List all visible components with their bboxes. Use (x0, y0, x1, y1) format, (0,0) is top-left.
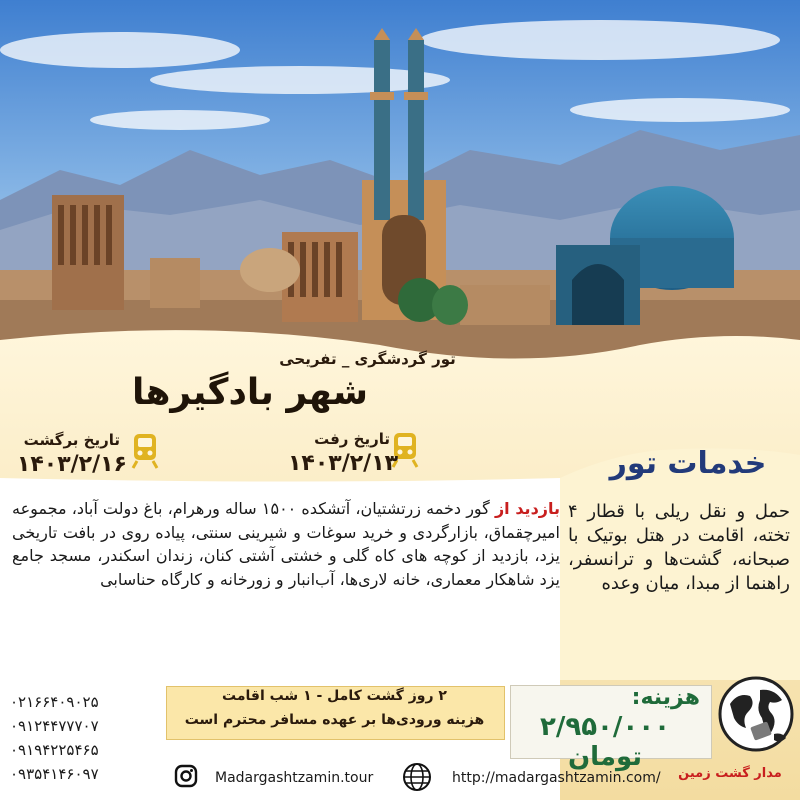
phone-list (10, 690, 160, 786)
website-link[interactable]: http://madargashtzamin.com/ (452, 770, 661, 786)
instagram-handle[interactable]: Madargashtzamin.tour (215, 770, 374, 786)
world-map-logo (716, 674, 796, 764)
itinerary-text: گور دخمه زرتشتیان، آتشکده ۱۵۰۰ ساله ورهرام، باغ دولت آباد، مجموعه امیرچقماق، بازارگردی و خرید سوغات و شیرینی سنتی، پیاده روی در بافت تاریخی یزد، بازدید از کوچه های کاه گلی و خشتی آشتی کنان، زندان اسکندر، مسجد جامع یزد شاهکار معماری، خانه لاری‌ها، آب‌انبار و زورخانه و کارگاه حناسابی (12, 499, 560, 589)
phone-number[interactable]: ۰۹۱۹۴۲۲۵۴۶۵ (10, 741, 99, 759)
price-label: هزینه: (631, 685, 700, 710)
duration-note: ۲ روز گشت کامل - ۱ شب اقامت (222, 688, 447, 704)
departure-date: ۱۴۰۳/۲/۱۳ (288, 451, 399, 476)
return-label: تاریخ برگشت (23, 431, 120, 449)
itinerary-paragraph (12, 497, 560, 591)
train-icon (131, 433, 159, 469)
phone-number[interactable]: ۰۲۱۶۶۴۰۹۰۲۵ (10, 693, 99, 711)
instagram-icon (174, 764, 198, 788)
tour-title: شهر بادگیرها (131, 372, 369, 413)
departure-label: تاریخ رفت (314, 430, 390, 448)
globe-icon (402, 762, 432, 792)
brand-name: مدار گشت زمین (678, 766, 782, 781)
entrance-fee-note: هزینه ورودی‌ها بر عهده مسافر محترم است (184, 712, 485, 728)
tour-subtitle: تور گردشگری _ تفریحی (279, 350, 456, 368)
phone-number[interactable]: ۰۹۱۲۴۴۷۷۷۰۷ (10, 717, 99, 735)
phone-number[interactable]: ۰۹۳۵۴۱۴۶۰۹۷ (10, 765, 99, 783)
price-value: ۲/۹۵۰/۰۰۰ تومان (539, 712, 671, 772)
itinerary-lead: بازدید از (494, 499, 561, 518)
return-date: ۱۴۰۳/۲/۱۶ (16, 452, 127, 477)
services-description: حمل و نقل ریلی با قطار ۴ تخته، اقامت در هتل بوتیک با صبحانه، گشت‌ها و ترانسفر، راهنما از مبدا، میان وعده (568, 501, 790, 594)
services-title: خدمات تور (609, 446, 767, 481)
